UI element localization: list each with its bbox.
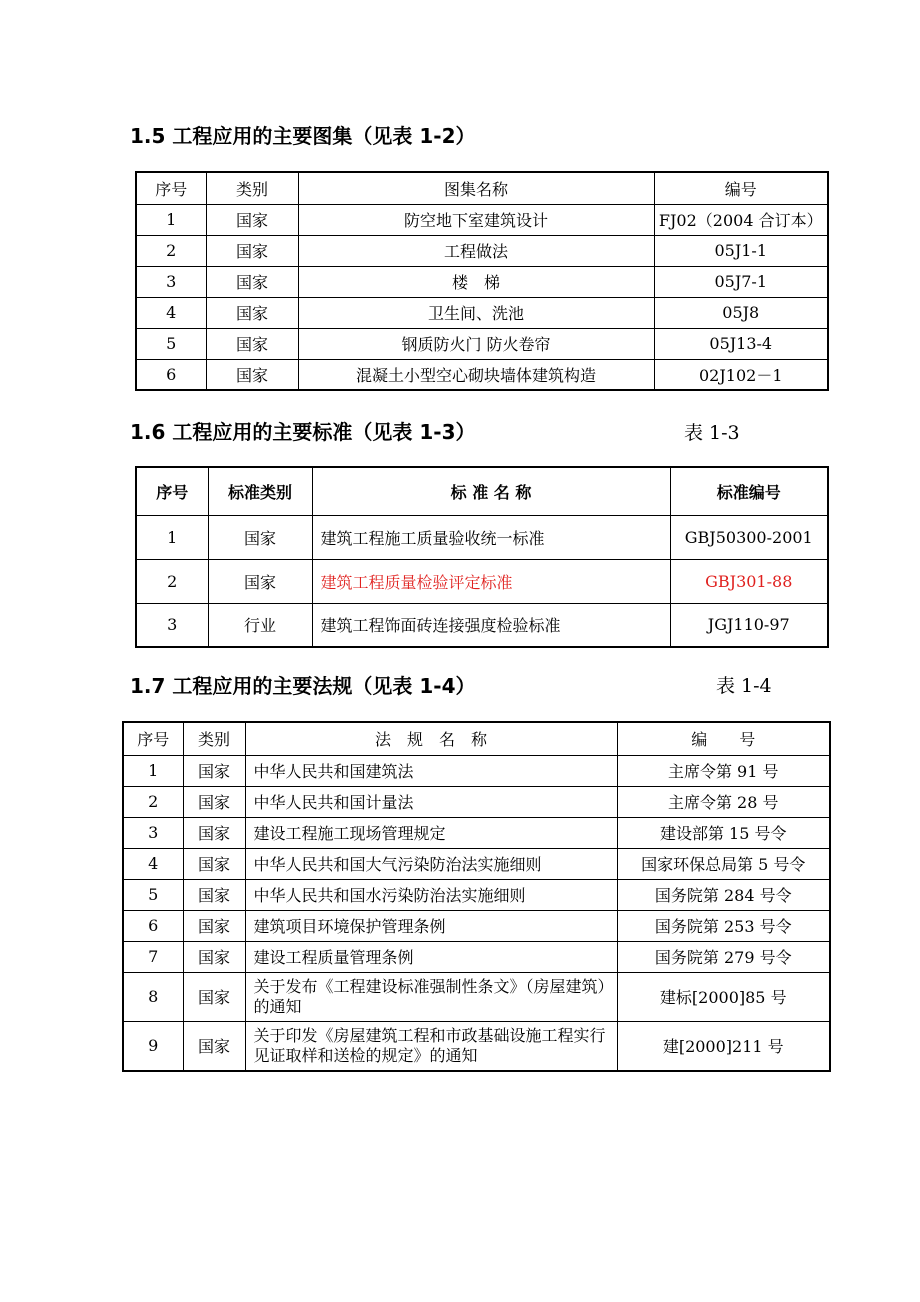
cell-category: 国家: [183, 1021, 245, 1071]
section-heading-1-7: 1.7 工程应用的主要法规（见表 1-4）: [130, 674, 476, 698]
cell-category: 国家: [183, 848, 245, 879]
cell-name: 中华人民共和国计量法: [245, 786, 617, 817]
cell-category: 国家: [183, 786, 245, 817]
cell-name: 楼 梯: [298, 266, 654, 297]
cell-code: JGJ110-97: [670, 603, 828, 647]
table-row: [123, 910, 830, 941]
table-header-row: [136, 172, 828, 204]
cell-name: 建筑工程质量检验评定标准: [312, 559, 670, 603]
col-header-name: 法 规 名 称: [245, 722, 617, 755]
table-atlases: [135, 171, 829, 391]
cell-index: 3: [123, 817, 183, 848]
cell-code: FJ02（2004 合订本）: [654, 204, 828, 235]
cell-name: 工程做法: [298, 235, 654, 266]
table-row: [136, 515, 828, 559]
cell-index: 2: [136, 235, 206, 266]
col-header-index: 序号: [136, 172, 206, 204]
cell-code: 05J1-1: [654, 235, 828, 266]
table-row: [136, 297, 828, 328]
cell-name: 防空地下室建筑设计: [298, 204, 654, 235]
table-row: [136, 204, 828, 235]
cell-category: 国家: [206, 328, 298, 359]
table-row: [123, 1021, 830, 1071]
cell-code: GBJ50300-2001: [670, 515, 828, 559]
table-standards: [135, 466, 829, 648]
table-header-row: [136, 467, 828, 515]
cell-code: 建标[2000]85 号: [617, 972, 830, 1021]
cell-index: 8: [123, 972, 183, 1021]
cell-index: 9: [123, 1021, 183, 1071]
cell-code: 国务院第 279 号令: [617, 941, 830, 972]
table-regulations: [122, 721, 831, 1072]
cell-name: 钢质防火门 防火卷帘: [298, 328, 654, 359]
cell-category: 国家: [206, 359, 298, 390]
cell-category: 国家: [183, 817, 245, 848]
col-header-code: 编号: [654, 172, 828, 204]
cell-name: 建设工程施工现场管理规定: [245, 817, 617, 848]
cell-index: 3: [136, 266, 206, 297]
table-row: [136, 328, 828, 359]
cell-index: 1: [136, 515, 208, 559]
cell-category: 国家: [183, 972, 245, 1021]
col-header-name: 标 准 名 称: [312, 467, 670, 515]
cell-code: 05J7-1: [654, 266, 828, 297]
cell-code: 05J8: [654, 297, 828, 328]
cell-category: 国家: [206, 297, 298, 328]
cell-category: 国家: [183, 879, 245, 910]
cell-index: 4: [123, 848, 183, 879]
table-label-1-4: 表 1-4: [716, 675, 772, 697]
cell-category: 国家: [183, 910, 245, 941]
table-label-1-3: 表 1-3: [684, 422, 740, 444]
cell-index: 2: [136, 559, 208, 603]
table-row: [123, 879, 830, 910]
cell-name: 建筑工程饰面砖连接强度检验标准: [312, 603, 670, 647]
cell-category: 国家: [208, 515, 312, 559]
cell-name: 卫生间、洗池: [298, 297, 654, 328]
table-row: [123, 817, 830, 848]
section-heading-1-6: 1.6 工程应用的主要标准（见表 1-3）: [130, 420, 476, 444]
table-row: [136, 603, 828, 647]
cell-category: 行业: [208, 603, 312, 647]
col-header-category: 标准类别: [208, 467, 312, 515]
cell-code: 05J13-4: [654, 328, 828, 359]
cell-code: 国务院第 253 号令: [617, 910, 830, 941]
table-row: [136, 266, 828, 297]
col-header-name: 图集名称: [298, 172, 654, 204]
cell-category: 国家: [183, 755, 245, 786]
cell-code: GBJ301-88: [670, 559, 828, 603]
cell-code: 主席令第 91 号: [617, 755, 830, 786]
cell-index: 1: [123, 755, 183, 786]
cell-name: 建筑工程施工质量验收统一标准: [312, 515, 670, 559]
cell-category: 国家: [208, 559, 312, 603]
table-row: [123, 848, 830, 879]
col-header-category: 类别: [206, 172, 298, 204]
cell-index: 3: [136, 603, 208, 647]
cell-code: 02J102－1: [654, 359, 828, 390]
table-header-row: [123, 722, 830, 755]
cell-code: 建[2000]211 号: [617, 1021, 830, 1071]
table-row: [136, 359, 828, 390]
table-row: [123, 755, 830, 786]
col-header-code: 标准编号: [670, 467, 828, 515]
cell-index: 6: [123, 910, 183, 941]
cell-index: 5: [123, 879, 183, 910]
cell-code: 主席令第 28 号: [617, 786, 830, 817]
cell-index: 1: [136, 204, 206, 235]
cell-code: 建设部第 15 号令: [617, 817, 830, 848]
cell-index: 2: [123, 786, 183, 817]
cell-name: 关于印发《房屋建筑工程和市政基础设施工程实行见证取样和送检的规定》的通知: [245, 1021, 617, 1071]
cell-name: 建筑项目环境保护管理条例: [245, 910, 617, 941]
cell-index: 6: [136, 359, 206, 390]
col-header-category: 类别: [183, 722, 245, 755]
table-row: [123, 786, 830, 817]
col-header-code: 编 号: [617, 722, 830, 755]
cell-category: 国家: [206, 204, 298, 235]
cell-name: 关于发布《工程建设标准强制性条文》（房屋建筑）的通知: [245, 972, 617, 1021]
cell-code: 国家环保总局第 5 号令: [617, 848, 830, 879]
cell-category: 国家: [183, 941, 245, 972]
table-row-highlighted: [136, 559, 828, 603]
cell-index: 7: [123, 941, 183, 972]
cell-category: 国家: [206, 266, 298, 297]
table-row: [123, 972, 830, 1021]
cell-code: 国务院第 284 号令: [617, 879, 830, 910]
cell-name: 中华人民共和国水污染防治法实施细则: [245, 879, 617, 910]
cell-index: 4: [136, 297, 206, 328]
cell-index: 5: [136, 328, 206, 359]
col-header-index: 序号: [123, 722, 183, 755]
cell-name: 中华人民共和国大气污染防治法实施细则: [245, 848, 617, 879]
cell-name: 中华人民共和国建筑法: [245, 755, 617, 786]
col-header-index: 序号: [136, 467, 208, 515]
cell-name: 建设工程质量管理条例: [245, 941, 617, 972]
table-row: [136, 235, 828, 266]
cell-name: 混凝土小型空心砌块墙体建筑构造: [298, 359, 654, 390]
section-heading-1-5: 1.5 工程应用的主要图集（见表 1-2）: [130, 124, 476, 148]
table-row: [123, 941, 830, 972]
cell-category: 国家: [206, 235, 298, 266]
